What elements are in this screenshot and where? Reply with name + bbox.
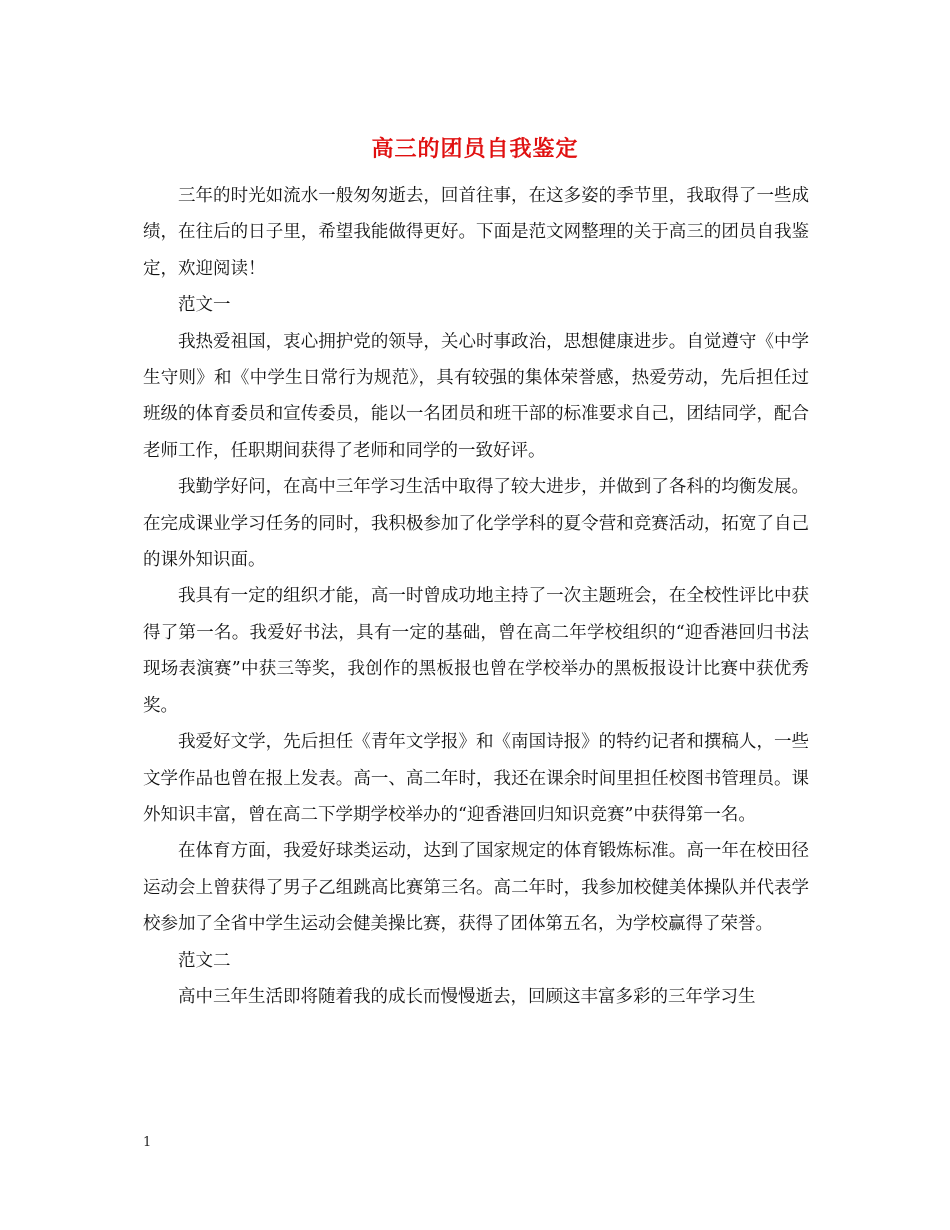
- paragraph-3: 我具有一定的组织才能，高一时曾成功地主持了一次主题班会，在全校性评比中获得了第一名。我爱好书法，具有一定的基础，曾在高二年学校组织的“迎香港回归书法现场表演赛”中获三等奖，我创作的黑板报也曾在学校举办的黑板报设计比赛中获优秀奖。: [143, 586, 809, 716]
- section-heading-1: 范文一: [178, 295, 231, 316]
- paragraph-4: 我爱好文学，先后担任《青年文学报》和《南国诗报》的特约记者和撰稿人，一些文学作品也曾在报上发表。高一、高二年时，我还在课余时间里担任校图书管理员。课外知识丰富，曾在高二下学期学校举办的“迎香港回归知识竞赛”中获得第一名。: [143, 732, 809, 825]
- page-number: 1: [143, 1135, 152, 1150]
- document-title: 高三的团员自我鉴定: [371, 136, 579, 162]
- section-heading-2: 范文二: [178, 950, 231, 971]
- paragraph-intro: 三年的时光如流水一般匆匆逝去，回首往事，在这多姿的季节里，我取得了一些成绩，在往后的日子里，希望我能做得更好。下面是范文网整理的关于高三的团员自我鉴定，欢迎阅读！: [143, 186, 809, 279]
- paragraph-1: 我热爱祖国，衷心拥护党的领导，关心时事政治，思想健康进步。自觉遵守《中学生守则》和《中学生日常行为规范》，具有较强的集体荣誉感，热爱劳动，先后担任过班级的体育委员和宣传委员，能以一名团员和班干部的标准要求自己，团结同学，配合老师工作，任职期间获得了老师和同学的一致好评。: [143, 331, 809, 461]
- paragraph-2: 我勤学好问，在高中三年学习生活中取得了较大进步，并做到了各科的均衡发展。在完成课业学习任务的同时，我积极参加了化学学科的夏令营和竞赛活动，拓宽了自己的课外知识面。: [143, 477, 809, 571]
- paragraph-6: 高中三年生活即将随着我的成长而慢慢逝去，回顾这丰富多彩的三年学习生: [178, 986, 756, 1007]
- paragraph-5: 在体育方面，我爱好球类运动，达到了国家规定的体育锻炼标准。高一年在校田径运动会上曾获得了男子乙组跳高比赛第三名。高二年时，我参加校健美体操队并代表学校参加了全省中学生运动会健美操比赛，获得了团体第五名，为学校赢得了荣誉。: [143, 841, 809, 935]
- document-body: [143, 178, 809, 1015]
